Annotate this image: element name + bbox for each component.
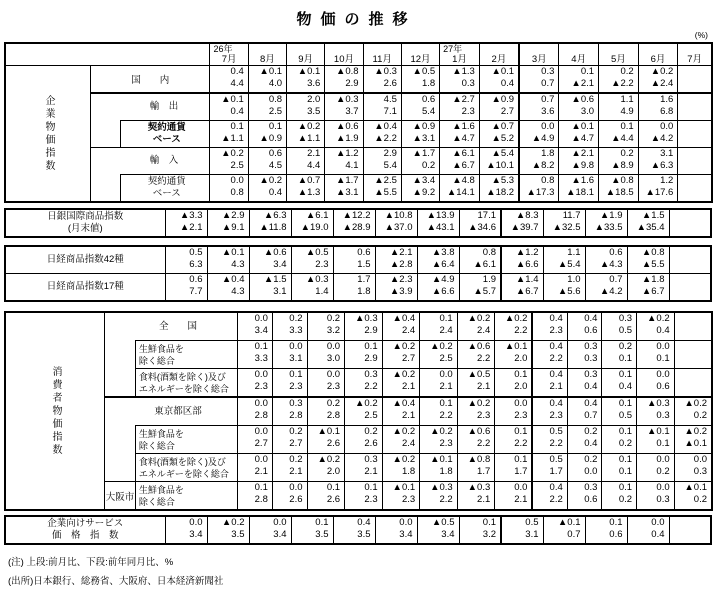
- national_ex_food_energy-cell-6: ▲0.5 2.1: [457, 369, 495, 398]
- export-cell-5: 0.6 5.4: [401, 93, 439, 121]
- row-cgpi-domestic: [5, 66, 712, 94]
- boj-cell-0: ▲3.3 ▲2.1: [165, 209, 207, 237]
- label-export-contract: 契約通貨 ベース: [120, 121, 210, 148]
- sppi-cell-7: 0.1 3.2: [459, 516, 501, 544]
- import-cell-12: [678, 148, 712, 175]
- import-cell-7: ▲5.4 ▲10.1: [479, 148, 519, 175]
- national_ex_fresh-cell-6: ▲0.6 2.2: [457, 341, 495, 369]
- column-header-7月: 7月: [678, 43, 712, 66]
- export-cell-10: 1.1 4.9: [599, 93, 639, 121]
- import_contract-cell-11: 1.2 ▲17.6: [638, 175, 678, 203]
- page-title: 物価の推移: [296, 11, 417, 28]
- export_contract-cell-0: 0.1 ▲1.1: [210, 121, 248, 148]
- domestic-cell-7: ▲0.1 0.4: [479, 66, 519, 94]
- boj-cell-2: ▲6.3 ▲11.8: [249, 209, 291, 237]
- label-national-ex-fresh: 生鮮食品を 除く総合: [135, 341, 237, 369]
- column-header-2月: 2月: [479, 43, 519, 66]
- label-boj-index: 日銀国際商品指数 (月末値): [5, 209, 165, 237]
- tokyo-cell-3: ▲0.2 2.5: [345, 397, 383, 426]
- tokyo_ex_food_energy-cell-7: 0.1 1.7: [495, 454, 533, 482]
- tokyo_ex_fresh-cell-3: 0.2 2.6: [345, 426, 383, 454]
- sppi-cell-11: 0.0 0.4: [627, 516, 669, 544]
- national_ex_food_energy-cell-9: 0.3 0.4: [567, 369, 602, 398]
- export_contract-cell-9: ▲0.1 ▲4.7: [559, 121, 599, 148]
- tokyo_ex_fresh-cell-9: 0.2 0.4: [567, 426, 602, 454]
- tokyo_ex_fresh-cell-10: 0.1 0.2: [602, 426, 637, 454]
- column-header-9月: 9月: [287, 43, 325, 66]
- osaka_ex_fresh-cell-3: 0.1 2.3: [345, 482, 383, 511]
- export-cell-3: ▲0.3 3.7: [325, 93, 363, 121]
- nikkei-index-table: [4, 245, 712, 302]
- unit-label: (%): [694, 30, 708, 40]
- group-label-cgpi: 企業物価指数: [5, 66, 91, 203]
- export_contract-cell-4: ▲0.4 ▲2.2: [363, 121, 401, 148]
- tokyo_ex_food_energy-cell-10: 0.1 0.1: [602, 454, 637, 482]
- sppi-cell-8: 0.5 3.1: [501, 516, 543, 544]
- nikkei17-cell-3: ▲0.3 1.4: [291, 274, 333, 302]
- national_ex_fresh-cell-3: 0.1 2.9: [345, 341, 383, 369]
- national-cell-11: ▲0.2 0.4: [637, 312, 675, 341]
- import_contract-cell-6: ▲4.8 ▲14.1: [440, 175, 480, 203]
- row-cgpi-import: [5, 148, 712, 175]
- group-label-cpi: 消費者物価指数: [5, 312, 105, 510]
- nikkei42-cell-1: ▲0.1 4.3: [207, 246, 249, 274]
- national_ex_fresh-cell-4: ▲0.2 2.7: [382, 341, 420, 369]
- export_contract-cell-11: 0.0 ▲4.2: [638, 121, 678, 148]
- label-domestic: 国 内: [91, 66, 210, 94]
- column-header-4月: 4月: [559, 43, 599, 66]
- nikkei17-cell-8: ▲1.4 ▲6.7: [501, 274, 543, 302]
- export_contract-cell-6: ▲1.6 ▲4.7: [440, 121, 480, 148]
- sppi-cell-10: 0.1 0.6: [585, 516, 627, 544]
- import-cell-1: 0.6 4.5: [248, 148, 286, 175]
- nikkei17-cell-1: ▲0.4 4.3: [207, 274, 249, 302]
- tokyo_ex_fresh-cell-8: 0.5 2.2: [532, 426, 567, 454]
- boj-cell-4: ▲12.2 ▲28.9: [333, 209, 375, 237]
- national-cell-8: 0.4 2.3: [532, 312, 567, 341]
- nikkei42-cell-8: ▲1.2 ▲6.6: [501, 246, 543, 274]
- column-header-10月: 10月: [325, 43, 363, 66]
- label-nikkei42: 日経商品指数42種: [5, 246, 165, 274]
- national_ex_fresh-cell-9: 0.3 0.3: [567, 341, 602, 369]
- tokyo_ex_fresh-cell-5: ▲0.2 2.3: [420, 426, 458, 454]
- tokyo-cell-2: 0.2 2.8: [307, 397, 345, 426]
- tokyo_ex_fresh-cell-7: 0.1 2.2: [495, 426, 533, 454]
- import_contract-cell-8: 0.8 ▲17.3: [519, 175, 559, 203]
- export-cell-4: 4.5 7.1: [363, 93, 401, 121]
- label-nikkei17: 日経商品指数17種: [5, 274, 165, 302]
- domestic-cell-3: ▲0.8 2.9: [325, 66, 363, 94]
- tokyo_ex_fresh-cell-4: ▲0.2 2.4: [382, 426, 420, 454]
- export_contract-cell-3: ▲0.6 ▲1.9: [325, 121, 363, 148]
- sppi-cell-12: [669, 516, 711, 544]
- osaka_ex_fresh-cell-11: 0.0 0.3: [637, 482, 675, 511]
- national_ex_fresh-cell-2: 0.0 3.0: [307, 341, 345, 369]
- label-sppi: 企業向けサービス 価 格 指 数: [5, 516, 165, 544]
- label-import: 輸 入: [91, 148, 121, 203]
- boj-cell-10: ▲1.9 ▲33.5: [585, 209, 627, 237]
- osaka_ex_fresh-cell-1: 0.0 2.6: [272, 482, 307, 511]
- import-cell-3: ▲1.2 4.1: [325, 148, 363, 175]
- national_ex_food_energy-cell-7: 0.1 2.0: [495, 369, 533, 398]
- label-national: 全 国: [105, 312, 136, 397]
- national-cell-10: 0.3 0.5: [602, 312, 637, 341]
- tokyo_ex_fresh-cell-6: ▲0.6 2.2: [457, 426, 495, 454]
- domestic-cell-1: ▲0.1 4.0: [248, 66, 286, 94]
- tokyo_ex_food_energy-cell-8: 0.5 1.7: [532, 454, 567, 482]
- national_ex_fresh-cell-5: ▲0.2 2.5: [420, 341, 458, 369]
- export-cell-9: ▲0.6 3.0: [559, 93, 599, 121]
- label-tokyo-ex-fresh: 生鮮食品を 除く総合: [135, 426, 237, 454]
- boj-cell-1: ▲2.9 ▲9.1: [207, 209, 249, 237]
- cpi-table: [4, 311, 713, 511]
- label-osaka: 大阪市: [105, 482, 136, 511]
- tokyo_ex_fresh-cell-1: 0.2 2.7: [272, 426, 307, 454]
- tokyo-cell-0: 0.0 2.8: [238, 397, 273, 426]
- domestic-cell-0: 0.4 4.4: [210, 66, 248, 94]
- sppi-cell-0: 0.0 3.4: [165, 516, 207, 544]
- osaka_ex_fresh-cell-12: ▲0.1 0.2: [674, 482, 712, 511]
- sppi-cell-5: 0.0 3.4: [375, 516, 417, 544]
- nikkei17-cell-0: 0.6 7.7: [165, 274, 207, 302]
- export_contract-cell-5: ▲0.9 ▲3.1: [401, 121, 439, 148]
- label-osaka-ex-fresh: 生鮮食品を 除く総合: [135, 482, 237, 511]
- sppi-cell-4: 0.4 3.5: [333, 516, 375, 544]
- row-nikkei42: [5, 246, 711, 274]
- domestic-cell-4: ▲0.3 2.6: [363, 66, 401, 94]
- tokyo-cell-7: 0.0 2.3: [495, 397, 533, 426]
- export_contract-cell-8: 0.0 ▲4.9: [519, 121, 559, 148]
- cgpi-table: [4, 42, 713, 203]
- osaka_ex_fresh-cell-6: ▲0.3 2.1: [457, 482, 495, 511]
- tokyo_ex_food_energy-cell-9: 0.2 0.0: [567, 454, 602, 482]
- tokyo_ex_food_energy-cell-1: 0.2 2.1: [272, 454, 307, 482]
- month-header-row: [5, 43, 712, 66]
- national_ex_food_energy-cell-5: 0.0 2.1: [420, 369, 458, 398]
- tokyo_ex_food_energy-cell-2: ▲0.2 2.0: [307, 454, 345, 482]
- import-cell-2: 2.1 4.4: [287, 148, 325, 175]
- nikkei17-cell-9: 1.0 ▲5.6: [543, 274, 585, 302]
- import-cell-5: ▲1.7 0.2: [401, 148, 439, 175]
- domestic-cell-11: ▲0.2 ▲2.4: [638, 66, 678, 94]
- import_contract-cell-10: ▲0.8 ▲18.5: [599, 175, 639, 203]
- nikkei17-cell-5: ▲2.3 ▲3.9: [375, 274, 417, 302]
- nikkei42-cell-2: ▲0.6 3.4: [249, 246, 291, 274]
- export-cell-7: ▲0.9 2.7: [479, 93, 519, 121]
- row-cpi-tokyo: [5, 397, 712, 426]
- domestic-cell-2: ▲0.1 3.6: [287, 66, 325, 94]
- nikkei42-cell-5: ▲2.1 ▲2.8: [375, 246, 417, 274]
- tokyo_ex_fresh-cell-11: ▲0.1 0.1: [637, 426, 675, 454]
- national_ex_food_energy-cell-0: 0.0 2.3: [238, 369, 273, 398]
- column-header-3月: 3月: [519, 43, 559, 66]
- row-cpi-national: [5, 312, 712, 341]
- label-tokyo-ex-food-energy: 食料(酒類を除く)及び エネルギーを除く総合: [135, 454, 237, 482]
- national_ex_food_energy-cell-10: 0.1 0.4: [602, 369, 637, 398]
- sppi-cell-9: ▲0.1 0.7: [543, 516, 585, 544]
- export_contract-cell-7: ▲0.7 ▲5.2: [479, 121, 519, 148]
- tokyo-cell-1: 0.3 2.8: [272, 397, 307, 426]
- row-boj-index: [5, 209, 711, 237]
- import-cell-6: ▲6.1 ▲6.7: [440, 148, 480, 175]
- national_ex_fresh-cell-12: [674, 341, 712, 369]
- national_ex_food_energy-cell-2: 0.0 2.3: [307, 369, 345, 398]
- domestic-cell-9: 0.1 ▲2.1: [559, 66, 599, 94]
- label-national-ex-food-energy: 食料(酒類を除く)及び エネルギーを除く総合: [135, 369, 237, 398]
- boj-cell-9: 11.7 ▲32.5: [543, 209, 585, 237]
- tokyo_ex_food_energy-cell-11: 0.0 0.2: [637, 454, 675, 482]
- osaka_ex_fresh-cell-5: ▲0.3 2.2: [420, 482, 458, 511]
- tokyo_ex_food_energy-cell-4: ▲0.2 1.8: [382, 454, 420, 482]
- nikkei17-cell-11: ▲1.8 ▲6.7: [627, 274, 669, 302]
- corner-cell: [5, 43, 210, 66]
- sppi-cell-6: ▲0.5 3.4: [417, 516, 459, 544]
- column-header-12月: 12月: [401, 43, 439, 66]
- column-header-27年1月: 27年 1月: [440, 43, 480, 66]
- import-cell-8: 1.8 ▲8.2: [519, 148, 559, 175]
- import_contract-cell-2: ▲0.7 ▲1.3: [287, 175, 325, 203]
- export-cell-2: 2.0 3.5: [287, 93, 325, 121]
- osaka_ex_fresh-cell-4: ▲0.1 2.3: [382, 482, 420, 511]
- nikkei17-cell-4: 1.7 1.8: [333, 274, 375, 302]
- import-cell-9: ▲2.1 ▲9.8: [559, 148, 599, 175]
- national-cell-0: 0.0 3.4: [238, 312, 273, 341]
- nikkei42-cell-3: ▲0.5 2.3: [291, 246, 333, 274]
- tokyo_ex_food_energy-cell-3: 0.3 2.1: [345, 454, 383, 482]
- tokyo_ex_food_energy-cell-5: ▲0.1 1.8: [420, 454, 458, 482]
- import_contract-cell-5: ▲3.4 ▲9.2: [401, 175, 439, 203]
- tokyo_ex_food_energy-cell-6: ▲0.8 1.7: [457, 454, 495, 482]
- national-cell-2: 0.2 3.2: [307, 312, 345, 341]
- national_ex_food_energy-cell-1: 0.1 2.3: [272, 369, 307, 398]
- nikkei17-cell-6: ▲4.9 ▲6.6: [417, 274, 459, 302]
- national_ex_food_energy-cell-11: 0.0 0.6: [637, 369, 675, 398]
- osaka_ex_fresh-cell-0: 0.1 2.8: [238, 482, 273, 511]
- tokyo_ex_fresh-cell-2: ▲0.1 2.6: [307, 426, 345, 454]
- nikkei42-cell-10: 0.6 ▲4.3: [585, 246, 627, 274]
- boj-index-table: [4, 208, 712, 238]
- import-cell-0: ▲0.2 2.5: [210, 148, 248, 175]
- label-import-contract: 契約通貨 ベース: [120, 175, 210, 203]
- nikkei42-cell-6: ▲3.8 ▲6.4: [417, 246, 459, 274]
- import_contract-cell-0: 0.0 0.8: [210, 175, 248, 203]
- tokyo_ex_food_energy-cell-0: 0.0 2.1: [238, 454, 273, 482]
- domestic-cell-6: ▲1.3 0.3: [440, 66, 480, 94]
- tokyo_ex_fresh-cell-12: ▲0.2 ▲0.1: [674, 426, 712, 454]
- column-header-11月: 11月: [363, 43, 401, 66]
- nikkei42-cell-0: 0.5 6.3: [165, 246, 207, 274]
- nikkei42-cell-9: 1.1 ▲5.4: [543, 246, 585, 274]
- national_ex_fresh-cell-8: 0.4 2.2: [532, 341, 567, 369]
- domestic-cell-8: 0.3 0.7: [519, 66, 559, 94]
- import_contract-cell-1: ▲0.2 0.4: [248, 175, 286, 203]
- label-export: 輸 出: [91, 93, 121, 148]
- osaka_ex_fresh-cell-10: 0.1 0.2: [602, 482, 637, 511]
- national-cell-9: 0.4 0.6: [567, 312, 602, 341]
- tokyo-cell-8: 0.4 2.3: [532, 397, 567, 426]
- row-cgpi-export: [5, 93, 712, 121]
- note-source: (出所)日本銀行、総務省、大阪府、日本経済新聞社: [8, 576, 224, 587]
- boj-cell-5: ▲10.8 ▲37.0: [375, 209, 417, 237]
- tokyo-cell-11: ▲0.3 0.3: [637, 397, 675, 426]
- boj-cell-8: ▲8.3 ▲39.7: [501, 209, 543, 237]
- nikkei17-cell-7: 1.9 ▲5.7: [459, 274, 501, 302]
- export-cell-11: 1.6 6.8: [638, 93, 678, 121]
- label-tokyo: 東京都区部: [105, 397, 136, 482]
- osaka_ex_fresh-cell-7: 0.0 2.1: [495, 482, 533, 511]
- domestic-cell-10: 0.2 ▲2.2: [599, 66, 639, 94]
- note-definition: (注) 上段:前月比、下段:前年同月比、%: [8, 557, 174, 568]
- tokyo-cell-12: ▲0.2 0.2: [674, 397, 712, 426]
- export-cell-1: 0.8 2.5: [248, 93, 286, 121]
- national_ex_fresh-cell-11: 0.0 0.1: [637, 341, 675, 369]
- boj-cell-12: [669, 209, 711, 237]
- osaka_ex_fresh-cell-8: 0.4 2.2: [532, 482, 567, 511]
- tokyo-cell-6: ▲0.2 2.3: [457, 397, 495, 426]
- export_contract-cell-10: 0.1 ▲4.4: [599, 121, 639, 148]
- import-cell-10: 0.2 ▲8.9: [599, 148, 639, 175]
- sppi-cell-2: 0.0 3.4: [249, 516, 291, 544]
- column-header-26年7月: 26年 7月: [210, 43, 248, 66]
- row-nikkei17: [5, 274, 711, 302]
- national_ex_food_energy-cell-3: 0.3 2.2: [345, 369, 383, 398]
- national-cell-4: ▲0.4 2.4: [382, 312, 420, 341]
- import-cell-11: 3.1 ▲6.3: [638, 148, 678, 175]
- national_ex_food_energy-cell-8: 0.4 2.1: [532, 369, 567, 398]
- national_ex_fresh-cell-7: ▲0.1 2.0: [495, 341, 533, 369]
- tokyo-cell-4: ▲0.4 2.1: [382, 397, 420, 426]
- national_ex_fresh-cell-10: 0.2 0.1: [602, 341, 637, 369]
- row-sppi: [5, 516, 711, 544]
- export-cell-12: [678, 93, 712, 121]
- osaka_ex_fresh-cell-2: 0.1 2.6: [307, 482, 345, 511]
- nikkei42-cell-12: [669, 246, 711, 274]
- sppi-cell-1: ▲0.2 3.5: [207, 516, 249, 544]
- sppi-cell-3: 0.1 3.5: [291, 516, 333, 544]
- national-cell-12: [674, 312, 712, 341]
- nikkei17-cell-2: ▲1.5 3.1: [249, 274, 291, 302]
- domestic-cell-12: [678, 66, 712, 94]
- import-cell-4: 2.9 5.4: [363, 148, 401, 175]
- row-cpi-osaka-ex-fresh: [5, 482, 712, 511]
- column-header-6月: 6月: [638, 43, 678, 66]
- export-cell-8: 0.7 3.6: [519, 93, 559, 121]
- sppi-table: [4, 515, 712, 545]
- export_contract-cell-2: ▲0.2 ▲1.1: [287, 121, 325, 148]
- nikkei17-cell-10: 0.7 ▲4.2: [585, 274, 627, 302]
- boj-cell-6: ▲13.9 ▲43.1: [417, 209, 459, 237]
- tokyo-cell-5: 0.1 2.2: [420, 397, 458, 426]
- column-header-8月: 8月: [248, 43, 286, 66]
- import_contract-cell-12: [678, 175, 712, 203]
- domestic-cell-5: ▲0.5 1.8: [401, 66, 439, 94]
- boj-cell-11: ▲1.5 ▲35.4: [627, 209, 669, 237]
- nikkei42-cell-11: ▲0.8 ▲5.5: [627, 246, 669, 274]
- national-cell-7: ▲0.2 2.2: [495, 312, 533, 341]
- import_contract-cell-3: ▲1.7 ▲3.1: [325, 175, 363, 203]
- import_contract-cell-4: ▲2.5 ▲5.5: [363, 175, 401, 203]
- national_ex_food_energy-cell-4: ▲0.2 2.1: [382, 369, 420, 398]
- nikkei17-cell-12: [669, 274, 711, 302]
- national-cell-6: ▲0.2 2.4: [457, 312, 495, 341]
- nikkei42-cell-4: 0.6 1.5: [333, 246, 375, 274]
- import_contract-cell-9: ▲1.6 ▲18.1: [559, 175, 599, 203]
- export-cell-0: ▲0.1 0.4: [210, 93, 248, 121]
- osaka_ex_fresh-cell-9: 0.3 0.6: [567, 482, 602, 511]
- export_contract-cell-1: 0.1 ▲0.9: [248, 121, 286, 148]
- tokyo_ex_fresh-cell-0: 0.0 2.7: [238, 426, 273, 454]
- national_ex_fresh-cell-1: 0.0 3.1: [272, 341, 307, 369]
- export-cell-6: ▲2.7 2.3: [440, 93, 480, 121]
- boj-cell-3: ▲6.1 ▲19.0: [291, 209, 333, 237]
- boj-cell-7: 17.1 ▲34.6: [459, 209, 501, 237]
- export_contract-cell-12: [678, 121, 712, 148]
- national-cell-5: 0.1 2.4: [420, 312, 458, 341]
- national-cell-3: ▲0.3 2.9: [345, 312, 383, 341]
- national-cell-1: 0.2 3.3: [272, 312, 307, 341]
- column-header-5月: 5月: [599, 43, 639, 66]
- footnotes: [8, 553, 713, 591]
- nikkei42-cell-7: 0.8 ▲6.1: [459, 246, 501, 274]
- tokyo_ex_food_energy-cell-12: 0.0 0.3: [674, 454, 712, 482]
- national_ex_fresh-cell-0: 0.1 3.3: [238, 341, 273, 369]
- tokyo-cell-9: 0.4 0.7: [567, 397, 602, 426]
- import_contract-cell-7: ▲5.3 ▲18.2: [479, 175, 519, 203]
- national_ex_food_energy-cell-12: [674, 369, 712, 398]
- tokyo-cell-10: 0.1 0.5: [602, 397, 637, 426]
